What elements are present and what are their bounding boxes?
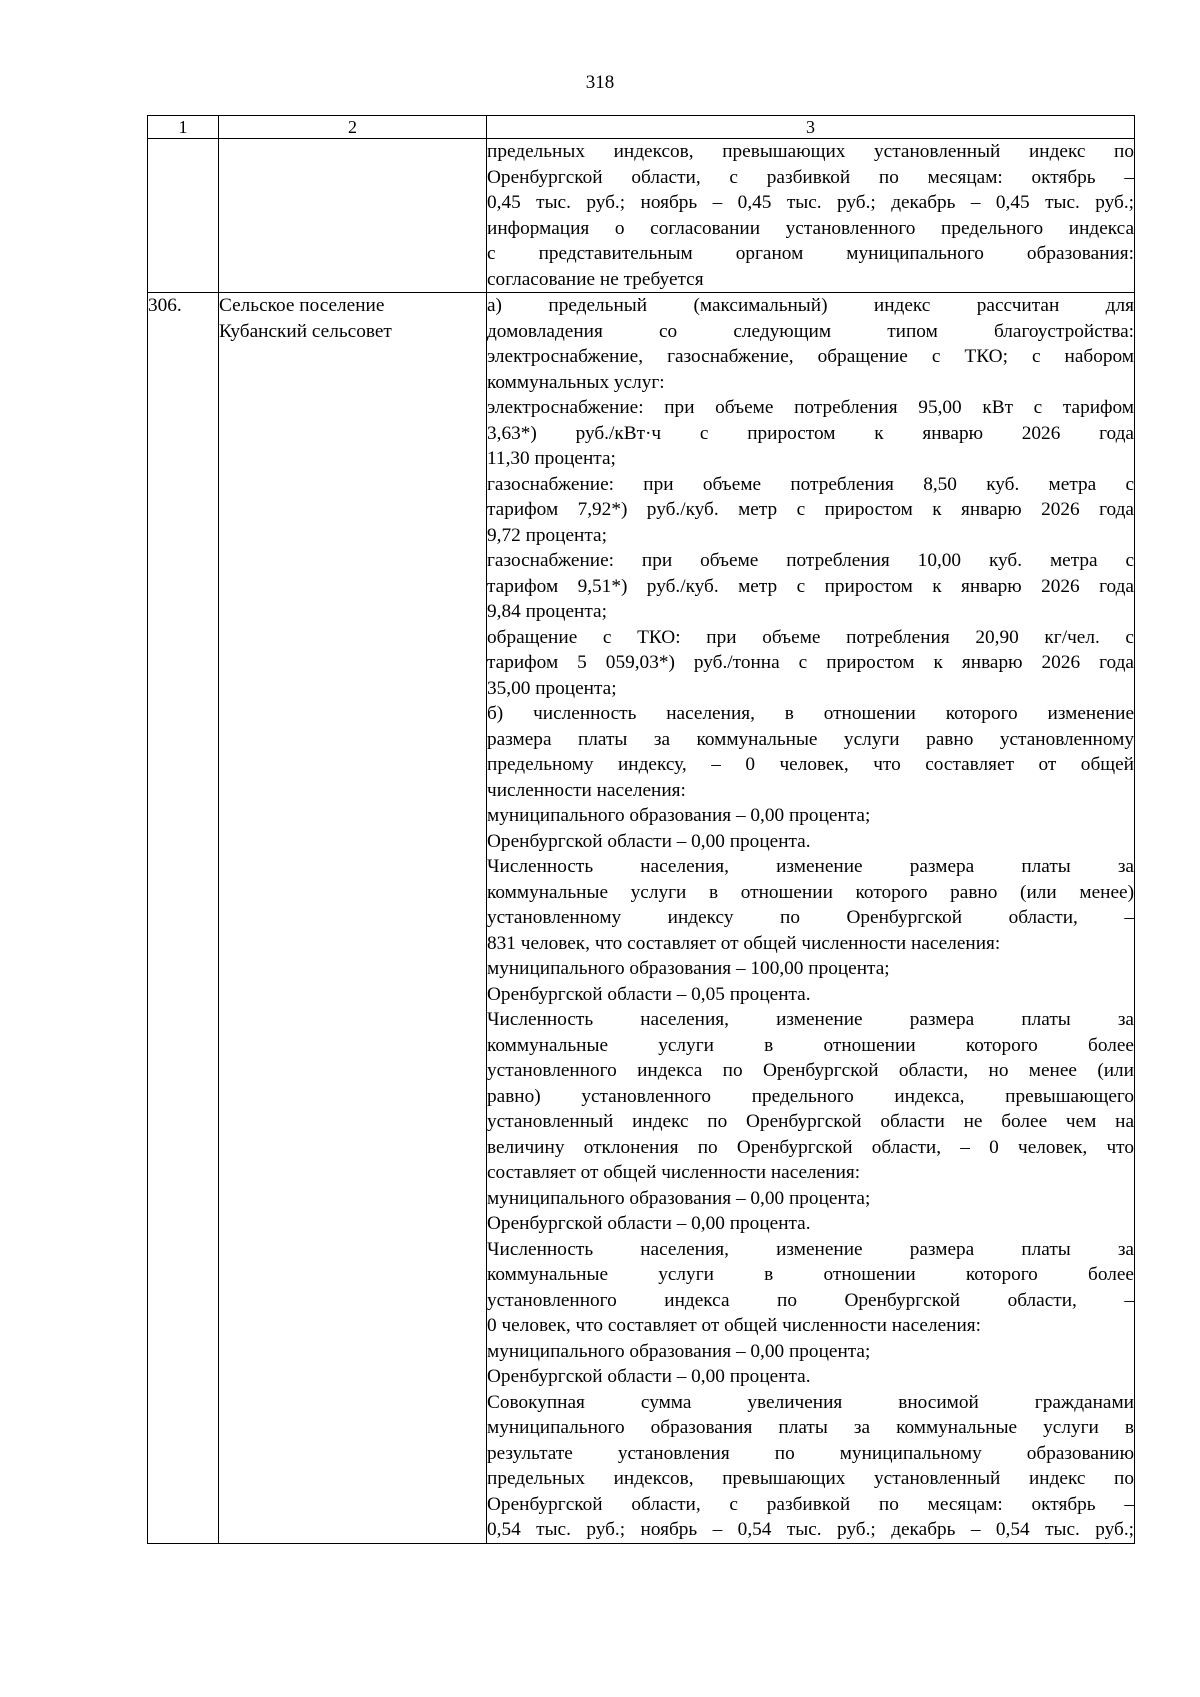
table-header-row [148,116,1135,139]
text-line: численности населения: [487,779,686,801]
text-line: муниципального образования платы за коммунальные услуги в [487,1417,1134,1438]
text-line: муниципального образования – 0,00 процента; [487,805,871,826]
text-line: Оренбургской области, с разбивкой по месяцам: октябрь – [487,166,1134,188]
text-line: информация о согласовании установленного предельного индекса [487,217,1134,239]
text-line: 35,00 процента; [487,677,617,699]
text-line: коммунальные услуги в отношении которого более [487,1034,1134,1056]
entry-number: 306. [148,293,219,1544]
continuation-name-cell [219,139,487,293]
text-line: Оренбургской области, с разбивкой по месяцам: октябрь – [487,1493,1134,1515]
text-line: 9,72 процента; [487,524,607,546]
text-line: размера платы за коммунальные услуги равно установленному [487,728,1134,750]
continuation-text-cell [487,139,1135,293]
text-line: с представительным органом муниципального образования: [487,243,1134,264]
header-col-3: 3 [487,116,1135,139]
text-line: 9,84 процента; [487,601,607,622]
text-line: электроснабжение: при объеме потребления 95,00 кВт с тарифом [487,397,1134,418]
text-line: 0 человек, что составляет от общей численности населения: [487,1315,981,1336]
text-line: тарифом 9,51*) руб./куб. метр с приростом к январю 2026 года [487,575,1134,597]
text-line: коммунальные услуги в отношении которого более [487,1264,1134,1285]
text-line: электроснабжение, газоснабжение, обращение с ТКО; с набором [487,346,1134,367]
header-col-2: 2 [219,116,487,139]
text-line: величину отклонения по Оренбургской области, – 0 человек, что [487,1136,1134,1158]
text-line: газоснабжение: при объеме потребления 8,50 куб. метра с [487,473,1134,495]
text-line: предельных индексов, превышающих установленный индекс по [487,1468,1134,1489]
text-line: равно) установленного предельного индекса, превышающего [487,1085,1134,1107]
document-table [147,115,1135,1544]
text-line: Численность населения, изменение размера платы за [487,1238,1134,1260]
text-line: Оренбургской области – 0,05 процента. [487,983,811,1005]
text-line: Оренбургской области – 0,00 процента. [487,830,811,852]
text-line: коммунальных услуг: [487,371,665,393]
text-line: а) предельный (максимальный) индекс рассчитан для [487,295,1134,316]
table-row-continuation [148,139,1135,293]
entry-text-cell [487,293,1135,1544]
text-line: результате установления по муниципальному образованию [487,1442,1134,1464]
text-line: предельных индексов, превышающих установленный индекс по [487,141,1134,162]
text-line: муниципального образования – 100,00 процента; [487,958,890,979]
text-line: домовладения со следующим типом благоустройства: [487,320,1134,342]
text-line: установленного индекса по Оренбургской области, но менее (или [487,1060,1134,1081]
table-row-306 [148,293,1135,1544]
text-line: тарифом 5 059,03*) руб./тонна с приростом к январю 2026 года [487,652,1134,673]
text-line: установленный индекс по Оренбургской области не более чем на [487,1111,1134,1132]
text-line: муниципального образования – 0,00 процента; [487,1340,871,1362]
text-line: установленному индексу по Оренбургской области, – [487,907,1134,928]
entry-name-cell [219,293,487,1544]
text-line: б) численность населения, в отношении которого изменение [487,703,1134,724]
entry-name-line-1: Сельское поселение [219,295,385,316]
text-line: установленного индекса по Оренбургской области, – [487,1289,1134,1311]
text-line: коммунальные услуги в отношении которого равно (или менее) [487,881,1134,903]
text-line: Оренбургской области – 0,00 процента. [487,1213,811,1234]
text-line: тарифом 7,92*) руб./куб. метр с приростом к январю 2026 года [487,499,1134,520]
text-line: обращение с ТКО: при объеме потребления 20,90 кг/чел. с [487,626,1134,648]
text-line: предельному индексу, – 0 человек, что составляет от общей [487,754,1134,775]
text-line: Численность населения, изменение размера платы за [487,856,1134,877]
text-line: 831 человек, что составляет от общей численности населения: [487,932,1001,954]
page-number: 318 [585,72,615,93]
text-line: Совокупная сумма увеличения вносимой гражданами [487,1391,1134,1413]
text-line: Численность населения, изменение размера платы за [487,1009,1134,1030]
text-line: газоснабжение: при объеме потребления 10,00 куб. метра с [487,550,1134,571]
continuation-number-cell [148,139,219,293]
text-line: 3,63*) руб./кВт·ч с приростом к январю 2026 года [487,422,1134,444]
text-line: согласование не требуется [487,268,704,290]
text-line: 0,45 тыс. руб.; ноябрь – 0,45 тыс. руб.; декабрь – 0,45 тыс. руб.; [487,192,1134,213]
text-line: 11,30 процента; [487,448,616,469]
text-line: 0,54 тыс. руб.; ноябрь – 0,54 тыс. руб.; декабрь – 0,54 тыс. руб.; [487,1519,1134,1540]
text-line: Оренбургской области – 0,00 процента. [487,1366,811,1387]
text-line: муниципального образования – 0,00 процента; [487,1187,871,1209]
header-col-1: 1 [148,116,219,139]
text-line: составляет от общей численности населения: [487,1162,861,1183]
entry-name-line-2: Кубанский сельсовет [219,320,392,342]
